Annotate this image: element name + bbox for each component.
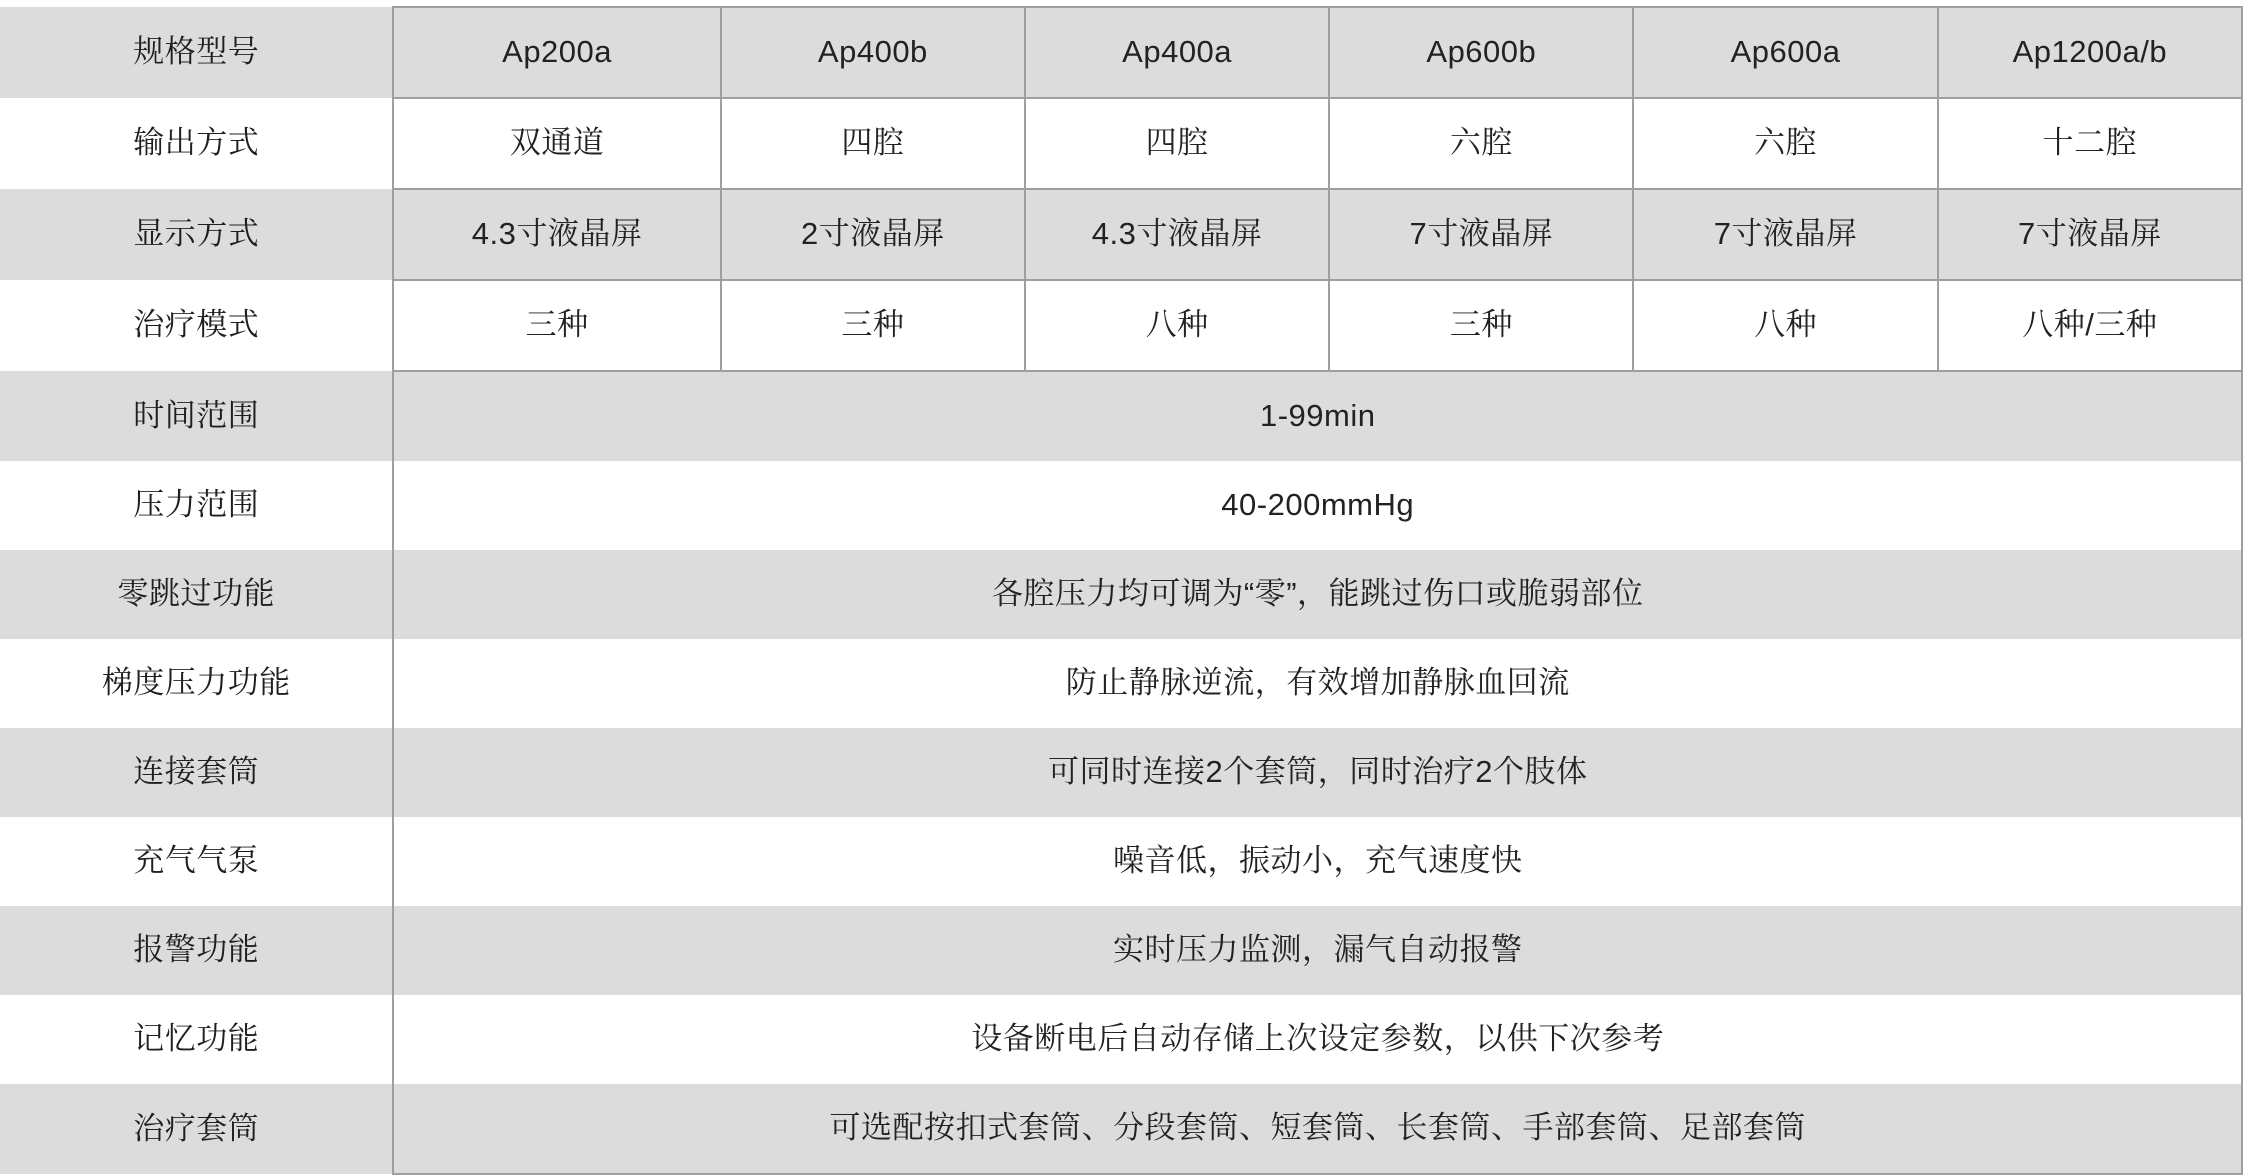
row-label-pressure-range: 压力范围 [0, 461, 393, 550]
table-row-therapy-mode [0, 280, 2242, 371]
cell-display-mode-4: 7寸液晶屏 [1633, 189, 1937, 280]
cell-connect-cuff-value: 可同时连接2个套筒，同时治疗2个肢体 [393, 728, 2242, 817]
cell-therapy-mode-0: 三种 [393, 280, 720, 371]
row-label-memory: 记忆功能 [0, 995, 393, 1084]
cell-time-range-value: 1-99min [393, 371, 2242, 461]
model-header-0: Ap200a [393, 7, 720, 98]
table-row-gradient-pressure [0, 639, 2242, 728]
cell-output-mode-5: 十二腔 [1938, 98, 2242, 189]
cell-therapy-mode-2: 八种 [1025, 280, 1329, 371]
row-label-alarm: 报警功能 [0, 906, 393, 995]
table-row-air-pump [0, 817, 2242, 906]
table-row-output-mode [0, 98, 2242, 189]
row-label-spec-model: 规格型号 [0, 7, 393, 98]
row-label-gradient-pressure: 梯度压力功能 [0, 639, 393, 728]
row-label-therapy-cuff: 治疗套筒 [0, 1084, 393, 1174]
row-label-connect-cuff: 连接套筒 [0, 728, 393, 817]
cell-display-mode-3: 7寸液晶屏 [1329, 189, 1633, 280]
row-label-display-mode: 显示方式 [0, 189, 393, 280]
cell-display-mode-1: 2寸液晶屏 [721, 189, 1025, 280]
cell-output-mode-0: 双通道 [393, 98, 720, 189]
cell-display-mode-0: 4.3寸液晶屏 [393, 189, 720, 280]
cell-display-mode-2: 4.3寸液晶屏 [1025, 189, 1329, 280]
cell-therapy-mode-4: 八种 [1633, 280, 1937, 371]
cell-output-mode-4: 六腔 [1633, 98, 1937, 189]
table-row-alarm [0, 906, 2242, 995]
cell-pressure-range-value: 40-200mmHg [393, 461, 2242, 550]
row-label-air-pump: 充气气泵 [0, 817, 393, 906]
cell-output-mode-3: 六腔 [1329, 98, 1633, 189]
cell-memory-value: 设备断电后自动存储上次设定参数，以供下次参考 [393, 995, 2242, 1084]
model-header-2: Ap400a [1025, 7, 1329, 98]
cell-therapy-mode-5: 八种/三种 [1938, 280, 2242, 371]
row-label-output-mode: 输出方式 [0, 98, 393, 189]
cell-alarm-value: 实时压力监测，漏气自动报警 [393, 906, 2242, 995]
table-row-connect-cuff [0, 728, 2242, 817]
cell-therapy-mode-3: 三种 [1329, 280, 1633, 371]
model-header-1: Ap400b [721, 7, 1025, 98]
model-header-3: Ap600b [1329, 7, 1633, 98]
table-row-display-mode [0, 189, 2242, 280]
table-row-zero-skip [0, 550, 2242, 639]
row-label-therapy-mode: 治疗模式 [0, 280, 393, 371]
table-row-memory [0, 995, 2242, 1084]
cell-air-pump-value: 噪音低，振动小，充气速度快 [393, 817, 2242, 906]
table-header-row [0, 7, 2242, 98]
cell-zero-skip-value: 各腔压力均可调为“零”，能跳过伤口或脆弱部位 [393, 550, 2242, 639]
cell-therapy-cuff-value: 可选配按扣式套筒、分段套筒、短套筒、长套筒、手部套筒、足部套筒 [393, 1084, 2242, 1174]
specification-table [0, 6, 2243, 1175]
cell-output-mode-1: 四腔 [721, 98, 1025, 189]
cell-therapy-mode-1: 三种 [721, 280, 1025, 371]
table-row-time-range [0, 371, 2242, 461]
model-header-5: Ap1200a/b [1938, 7, 2242, 98]
row-label-zero-skip: 零跳过功能 [0, 550, 393, 639]
cell-gradient-pressure-value: 防止静脉逆流，有效增加静脉血回流 [393, 639, 2242, 728]
model-header-4: Ap600a [1633, 7, 1937, 98]
table-row-pressure-range [0, 461, 2242, 550]
table-row-therapy-cuff [0, 1084, 2242, 1174]
cell-output-mode-2: 四腔 [1025, 98, 1329, 189]
row-label-time-range: 时间范围 [0, 371, 393, 461]
cell-display-mode-5: 7寸液晶屏 [1938, 189, 2242, 280]
